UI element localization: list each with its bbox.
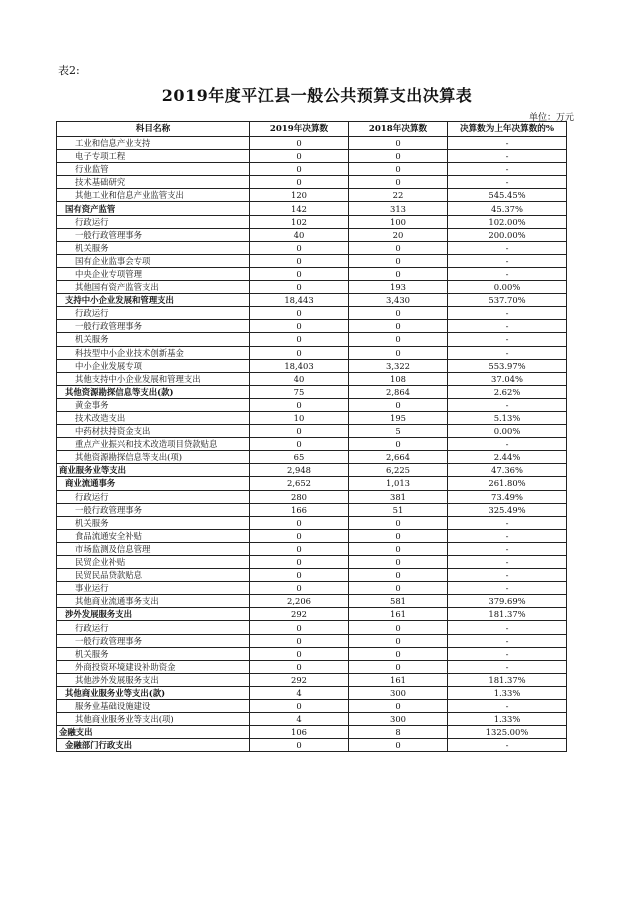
value-2019-cell: 0 xyxy=(250,438,349,451)
table-row xyxy=(57,385,567,398)
value-2019-cell: 166 xyxy=(250,503,349,516)
subject-name-cell xyxy=(57,267,250,280)
ratio-percent-cell: - xyxy=(448,569,567,582)
value-2019-cell: 2,652 xyxy=(250,477,349,490)
value-2018-cell: 313 xyxy=(349,202,448,215)
ratio-percent-cell: - xyxy=(448,529,567,542)
subject-name-cell xyxy=(57,490,250,503)
value-2019-cell: 0 xyxy=(250,281,349,294)
value-2019-cell: 280 xyxy=(250,490,349,503)
value-2019-cell: 0 xyxy=(250,634,349,647)
table-row xyxy=(57,281,567,294)
value-2019-cell: 18,403 xyxy=(250,359,349,372)
subject-name-cell xyxy=(57,228,250,241)
ratio-percent-cell: - xyxy=(448,267,567,280)
ratio-percent-cell: - xyxy=(448,307,567,320)
subject-name-text: 机关服务 xyxy=(75,242,109,253)
table-row xyxy=(57,398,567,411)
subject-name-cell xyxy=(57,294,250,307)
subject-name-text: 技术改造支出 xyxy=(75,413,126,424)
table-row xyxy=(57,673,567,686)
subject-name-text: 事业运行 xyxy=(75,583,109,594)
ratio-percent-cell: - xyxy=(448,700,567,713)
subject-name-cell xyxy=(57,281,250,294)
ratio-percent-cell: 379.69% xyxy=(448,595,567,608)
ratio-percent-cell: 261.80% xyxy=(448,477,567,490)
value-2018-cell: 3,322 xyxy=(349,359,448,372)
value-2018-cell: 0 xyxy=(349,556,448,569)
value-2018-cell: 0 xyxy=(349,254,448,267)
table-row xyxy=(57,542,567,555)
ratio-percent-cell: - xyxy=(448,346,567,359)
value-2019-cell: 0 xyxy=(250,542,349,555)
value-2019-cell: 0 xyxy=(250,700,349,713)
ratio-percent-cell: - xyxy=(448,660,567,673)
subject-name-cell xyxy=(57,359,250,372)
value-2019-cell: 292 xyxy=(250,673,349,686)
subject-name-text: 电子专项工程 xyxy=(75,151,126,162)
value-2019-cell: 0 xyxy=(250,346,349,359)
ratio-percent-cell: 200.00% xyxy=(448,228,567,241)
value-2018-cell: 0 xyxy=(349,542,448,555)
value-2019-cell: 0 xyxy=(250,529,349,542)
value-2019-cell: 2,948 xyxy=(250,464,349,477)
value-2018-cell: 51 xyxy=(349,503,448,516)
ratio-percent-cell: 545.45% xyxy=(448,189,567,202)
value-2018-cell: 0 xyxy=(349,267,448,280)
ratio-percent-cell: 537.70% xyxy=(448,294,567,307)
value-2019-cell: 0 xyxy=(250,398,349,411)
subject-name-cell xyxy=(57,673,250,686)
subject-name-text: 行业监管 xyxy=(75,164,109,175)
value-2018-cell: 0 xyxy=(349,137,448,150)
ratio-percent-cell: - xyxy=(448,582,567,595)
table-row xyxy=(57,647,567,660)
subject-name-text: 商业流通事务 xyxy=(65,478,116,489)
ratio-percent-cell: 2.62% xyxy=(448,385,567,398)
ratio-percent-cell: - xyxy=(448,739,567,752)
subject-name-text: 一般行政管理事务 xyxy=(75,321,142,332)
table-row xyxy=(57,202,567,215)
value-2018-cell: 2,864 xyxy=(349,385,448,398)
value-2018-cell: 300 xyxy=(349,686,448,699)
ratio-percent-cell: - xyxy=(448,398,567,411)
subject-name-text: 重点产业振兴和技术改造项目贷款贴息 xyxy=(75,439,218,450)
value-2019-cell: 4 xyxy=(250,686,349,699)
subject-name-text: 其他资源勘探信息等支出(项) xyxy=(75,452,183,463)
table-row xyxy=(57,333,567,346)
subject-name-cell xyxy=(57,464,250,477)
ratio-percent-cell: 47.36% xyxy=(448,464,567,477)
value-2018-cell: 5 xyxy=(349,425,448,438)
ratio-percent-cell: - xyxy=(448,176,567,189)
value-2018-cell: 0 xyxy=(349,346,448,359)
value-2018-cell: 161 xyxy=(349,673,448,686)
subject-name-text: 其他资源勘探信息等支出(款) xyxy=(65,386,174,397)
table-row xyxy=(57,621,567,634)
table-row xyxy=(57,582,567,595)
table-row xyxy=(57,464,567,477)
value-2019-cell: 18,443 xyxy=(250,294,349,307)
value-2018-cell: 3,430 xyxy=(349,294,448,307)
table-row xyxy=(57,634,567,647)
subject-name-cell xyxy=(57,556,250,569)
value-2019-cell: 102 xyxy=(250,215,349,228)
table-row xyxy=(57,346,567,359)
value-2018-cell: 22 xyxy=(349,189,448,202)
value-2018-cell: 0 xyxy=(349,700,448,713)
subject-name-cell xyxy=(57,438,250,451)
value-2019-cell: 0 xyxy=(250,621,349,634)
subject-name-text: 黄金事务 xyxy=(75,399,109,410)
ratio-percent-cell: - xyxy=(448,137,567,150)
ratio-percent-cell: - xyxy=(448,542,567,555)
table-row xyxy=(57,189,567,202)
subject-name-text: 涉外发展服务支出 xyxy=(65,609,132,620)
table-row xyxy=(57,241,567,254)
ratio-percent-cell: - xyxy=(448,516,567,529)
table-row xyxy=(57,320,567,333)
ratio-percent-cell: 102.00% xyxy=(448,215,567,228)
value-2019-cell: 0 xyxy=(250,556,349,569)
value-2018-cell: 0 xyxy=(349,438,448,451)
value-2019-cell: 0 xyxy=(250,163,349,176)
ratio-percent-cell: - xyxy=(448,634,567,647)
value-2019-cell: 292 xyxy=(250,608,349,621)
ratio-percent-cell: - xyxy=(448,241,567,254)
subject-name-cell xyxy=(57,739,250,752)
subject-name-cell xyxy=(57,700,250,713)
value-2018-cell: 0 xyxy=(349,582,448,595)
subject-name-text: 行政运行 xyxy=(75,491,109,502)
table-row xyxy=(57,294,567,307)
table-row xyxy=(57,608,567,621)
subject-name-cell xyxy=(57,608,250,621)
subject-name-cell xyxy=(57,621,250,634)
subject-name-cell xyxy=(57,686,250,699)
value-2018-cell: 381 xyxy=(349,490,448,503)
subject-name-text: 民贸民品贷款贴息 xyxy=(75,570,142,581)
value-2019-cell: 106 xyxy=(250,726,349,739)
subject-name-text: 一般行政管理事务 xyxy=(75,504,142,515)
subject-name-text: 中药材扶持资金支出 xyxy=(75,426,151,437)
value-2018-cell: 0 xyxy=(349,621,448,634)
subject-name-cell xyxy=(57,346,250,359)
subject-name-cell xyxy=(57,647,250,660)
subject-name-text: 中央企业专项管理 xyxy=(75,268,142,279)
table-row xyxy=(57,215,567,228)
table-number-label: 表2: xyxy=(58,64,80,77)
subject-name-text: 其他商业流通事务支出 xyxy=(75,596,159,607)
value-2019-cell: 0 xyxy=(250,660,349,673)
value-2018-cell: 2,664 xyxy=(349,451,448,464)
value-2018-cell: 161 xyxy=(349,608,448,621)
header-row xyxy=(57,122,567,137)
value-2019-cell: 0 xyxy=(250,582,349,595)
value-2019-cell: 0 xyxy=(250,569,349,582)
subject-name-text: 行政运行 xyxy=(75,622,109,633)
value-2018-cell: 0 xyxy=(349,307,448,320)
value-2019-cell: 120 xyxy=(250,189,349,202)
table-row xyxy=(57,163,567,176)
value-2019-cell: 65 xyxy=(250,451,349,464)
subject-name-text: 科技型中小企业技术创新基金 xyxy=(75,347,184,358)
subject-name-cell xyxy=(57,307,250,320)
table-row xyxy=(57,228,567,241)
table-row xyxy=(57,516,567,529)
ratio-percent-cell: - xyxy=(448,621,567,634)
subject-name-text: 金融部门行政支出 xyxy=(65,740,132,751)
subject-name-cell xyxy=(57,425,250,438)
value-2019-cell: 0 xyxy=(250,425,349,438)
subject-name-text: 机关服务 xyxy=(75,334,109,345)
subject-name-text: 国有企业监事会专项 xyxy=(75,255,151,266)
table-row xyxy=(57,451,567,464)
value-2018-cell: 195 xyxy=(349,411,448,424)
subject-name-text: 国有资产监管 xyxy=(65,203,116,214)
value-2018-cell: 581 xyxy=(349,595,448,608)
subject-name-cell xyxy=(57,542,250,555)
value-2019-cell: 2,206 xyxy=(250,595,349,608)
value-2019-cell: 10 xyxy=(250,411,349,424)
ratio-percent-cell: - xyxy=(448,150,567,163)
subject-name-text: 商业服务业等支出 xyxy=(59,465,126,476)
subject-name-cell xyxy=(57,516,250,529)
value-2018-cell: 300 xyxy=(349,713,448,726)
value-2018-cell: 0 xyxy=(349,320,448,333)
table-row xyxy=(57,477,567,490)
value-2018-cell: 100 xyxy=(349,215,448,228)
header-ratio-percent: 决算数为上年决算数的% xyxy=(448,122,567,137)
ratio-percent-cell: 73.49% xyxy=(448,490,567,503)
value-2018-cell: 6,225 xyxy=(349,464,448,477)
table-row xyxy=(57,503,567,516)
subject-name-text: 其他商业服务业等支出(项) xyxy=(75,714,174,725)
subject-name-text: 其他商业服务业等支出(款) xyxy=(65,687,166,698)
value-2019-cell: 0 xyxy=(250,516,349,529)
subject-name-text: 支持中小企业发展和管理支出 xyxy=(65,295,174,306)
subject-name-text: 机关服务 xyxy=(75,517,109,528)
table-row xyxy=(57,660,567,673)
value-2019-cell: 0 xyxy=(250,150,349,163)
table-row xyxy=(57,556,567,569)
ratio-percent-cell: 1325.00% xyxy=(448,726,567,739)
value-2018-cell: 108 xyxy=(349,372,448,385)
value-2019-cell: 0 xyxy=(250,320,349,333)
subject-name-text: 其他支持中小企业发展和管理支出 xyxy=(75,373,201,384)
value-2018-cell: 0 xyxy=(349,333,448,346)
subject-name-text: 服务业基础设施建设 xyxy=(75,701,151,712)
subject-name-cell xyxy=(57,634,250,647)
table-row xyxy=(57,595,567,608)
value-2018-cell: 0 xyxy=(349,398,448,411)
subject-name-text: 外商投资环境建设补助资金 xyxy=(75,661,176,672)
document-title: 2019年度平江县一般公共预算支出决算表 xyxy=(161,86,473,105)
subject-name-cell xyxy=(57,385,250,398)
ratio-percent-cell: - xyxy=(448,556,567,569)
value-2018-cell: 8 xyxy=(349,726,448,739)
subject-name-cell xyxy=(57,372,250,385)
subject-name-cell xyxy=(57,398,250,411)
value-2019-cell: 4 xyxy=(250,713,349,726)
table-row xyxy=(57,438,567,451)
subject-name-cell xyxy=(57,241,250,254)
value-2019-cell: 0 xyxy=(250,241,349,254)
value-2019-cell: 0 xyxy=(250,176,349,189)
ratio-percent-cell: - xyxy=(448,163,567,176)
value-2019-cell: 0 xyxy=(250,307,349,320)
value-2018-cell: 193 xyxy=(349,281,448,294)
subject-name-cell xyxy=(57,660,250,673)
value-2018-cell: 0 xyxy=(349,529,448,542)
table-row xyxy=(57,267,567,280)
value-2018-cell: 0 xyxy=(349,647,448,660)
ratio-percent-cell: 45.37% xyxy=(448,202,567,215)
subject-name-text: 食品流通安全补贴 xyxy=(75,530,142,541)
subject-name-text: 机关服务 xyxy=(75,648,109,659)
table-row xyxy=(57,700,567,713)
ratio-percent-cell: 181.37% xyxy=(448,673,567,686)
ratio-percent-cell: - xyxy=(448,254,567,267)
subject-name-cell xyxy=(57,582,250,595)
subject-name-text: 其他工业和信息产业监管支出 xyxy=(75,190,184,201)
table-row xyxy=(57,569,567,582)
subject-name-text: 行政运行 xyxy=(75,308,109,319)
value-2019-cell: 40 xyxy=(250,228,349,241)
value-2019-cell: 0 xyxy=(250,254,349,267)
ratio-percent-cell: 37.04% xyxy=(448,372,567,385)
value-2019-cell: 75 xyxy=(250,385,349,398)
subject-name-text: 市场监测及信息管理 xyxy=(75,543,151,554)
subject-name-text: 其他涉外发展服务支出 xyxy=(75,674,159,685)
subject-name-text: 一般行政管理事务 xyxy=(75,229,142,240)
ratio-percent-cell: 553.97% xyxy=(448,359,567,372)
subject-name-cell xyxy=(57,215,250,228)
ratio-percent-cell: 1.33% xyxy=(448,713,567,726)
value-2019-cell: 0 xyxy=(250,333,349,346)
ratio-percent-cell: 5.13% xyxy=(448,411,567,424)
subject-name-text: 行政运行 xyxy=(75,216,109,227)
value-2018-cell: 0 xyxy=(349,241,448,254)
budget-table xyxy=(56,121,567,752)
subject-name-text: 工业和信息产业支持 xyxy=(75,138,151,149)
value-2019-cell: 0 xyxy=(250,137,349,150)
table-row xyxy=(57,254,567,267)
subject-name-text: 金融支出 xyxy=(59,727,93,738)
table-row xyxy=(57,137,567,150)
subject-name-cell xyxy=(57,189,250,202)
table-row xyxy=(57,713,567,726)
ratio-percent-cell: - xyxy=(448,647,567,660)
table-header xyxy=(57,122,567,137)
subject-name-text: 中小企业发展专项 xyxy=(75,360,142,371)
ratio-percent-cell: - xyxy=(448,438,567,451)
subject-name-cell xyxy=(57,176,250,189)
ratio-percent-cell: 0.00% xyxy=(448,425,567,438)
value-2018-cell: 0 xyxy=(349,150,448,163)
subject-name-cell xyxy=(57,333,250,346)
value-2018-cell: 0 xyxy=(349,163,448,176)
value-2018-cell: 0 xyxy=(349,739,448,752)
ratio-percent-cell: 0.00% xyxy=(448,281,567,294)
value-2018-cell: 0 xyxy=(349,634,448,647)
table-row xyxy=(57,529,567,542)
value-2018-cell: 0 xyxy=(349,516,448,529)
value-2019-cell: 142 xyxy=(250,202,349,215)
ratio-percent-cell: 1.33% xyxy=(448,686,567,699)
subject-name-cell xyxy=(57,254,250,267)
value-2018-cell: 0 xyxy=(349,660,448,673)
value-2018-cell: 0 xyxy=(349,569,448,582)
table-row xyxy=(57,425,567,438)
subject-name-cell xyxy=(57,202,250,215)
header-2018-final: 2018年决算数 xyxy=(349,122,448,137)
table-row xyxy=(57,307,567,320)
table-row xyxy=(57,411,567,424)
subject-name-cell xyxy=(57,569,250,582)
ratio-percent-cell: 325.49% xyxy=(448,503,567,516)
table-row xyxy=(57,686,567,699)
value-2019-cell: 0 xyxy=(250,739,349,752)
subject-name-cell xyxy=(57,150,250,163)
subject-name-text: 技术基础研究 xyxy=(75,177,126,188)
table-row xyxy=(57,726,567,739)
subject-name-cell xyxy=(57,529,250,542)
ratio-percent-cell: - xyxy=(448,333,567,346)
value-2018-cell: 1,013 xyxy=(349,477,448,490)
subject-name-text: 一般行政管理事务 xyxy=(75,635,142,646)
table-row xyxy=(57,739,567,752)
subject-name-cell xyxy=(57,713,250,726)
header-2019-final: 2019年决算数 xyxy=(250,122,349,137)
subject-name-cell xyxy=(57,477,250,490)
subject-name-text: 其他国有资产监管支出 xyxy=(75,282,159,293)
table-row xyxy=(57,176,567,189)
value-2018-cell: 0 xyxy=(349,176,448,189)
subject-name-cell xyxy=(57,595,250,608)
ratio-percent-cell: - xyxy=(448,320,567,333)
table-row xyxy=(57,372,567,385)
table-row xyxy=(57,359,567,372)
table-row xyxy=(57,490,567,503)
ratio-percent-cell: 2.44% xyxy=(448,451,567,464)
subject-name-cell xyxy=(57,411,250,424)
header-subject-name: 科目名称 xyxy=(57,122,250,137)
subject-name-cell xyxy=(57,726,250,739)
subject-name-text: 民贸企业补贴 xyxy=(75,557,126,568)
subject-name-cell xyxy=(57,503,250,516)
ratio-percent-cell: 181.37% xyxy=(448,608,567,621)
table-body xyxy=(57,137,567,752)
subject-name-cell xyxy=(57,137,250,150)
subject-name-cell xyxy=(57,451,250,464)
subject-name-cell xyxy=(57,163,250,176)
value-2019-cell: 0 xyxy=(250,647,349,660)
value-2018-cell: 20 xyxy=(349,228,448,241)
subject-name-cell xyxy=(57,320,250,333)
value-2019-cell: 0 xyxy=(250,267,349,280)
unit-label: 单位：万元 xyxy=(528,113,574,123)
value-2019-cell: 40 xyxy=(250,372,349,385)
table-row xyxy=(57,150,567,163)
